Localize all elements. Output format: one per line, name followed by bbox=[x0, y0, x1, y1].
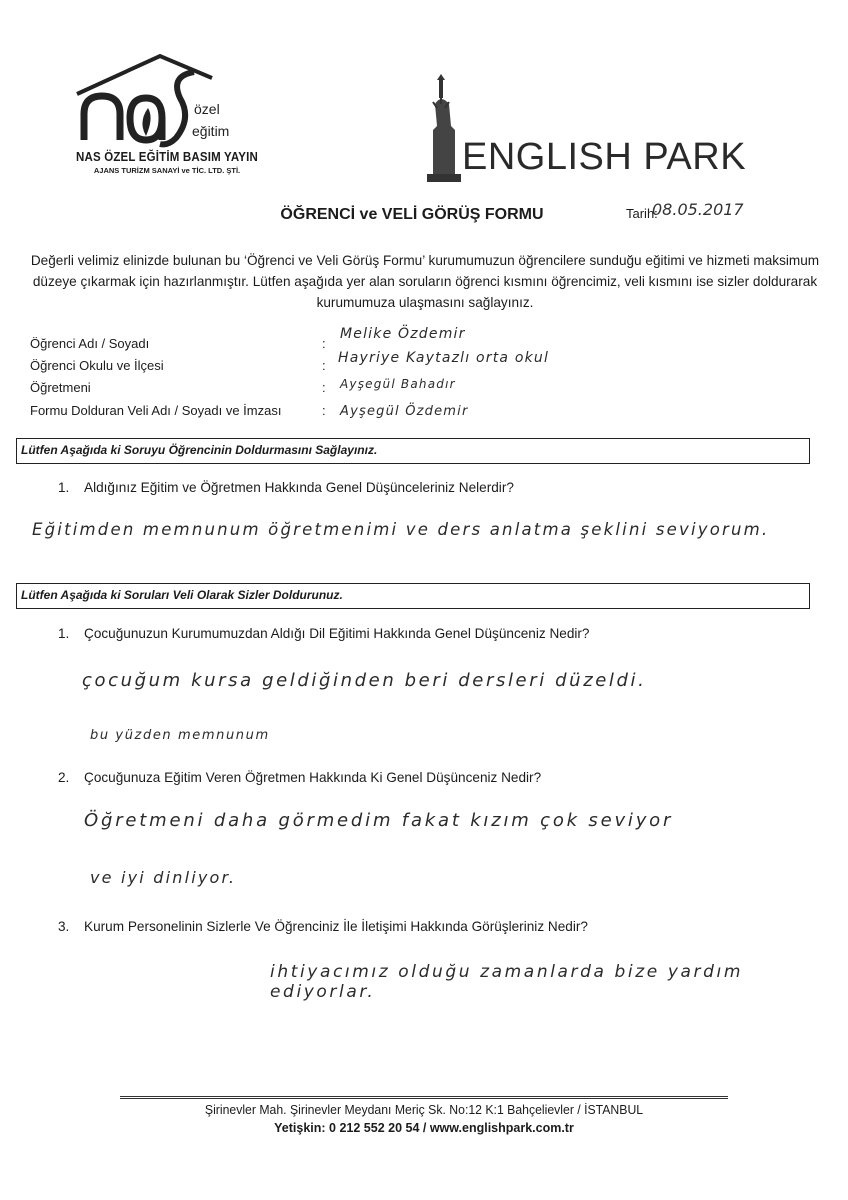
parent-question-3 bbox=[58, 919, 588, 934]
question-number: 2. bbox=[58, 770, 70, 785]
footer-address: Şirinevler Mah. Şirinevler Meydanı Meriç Sk. No:12 K:1 Bahçelievler / İSTANBUL bbox=[204, 1103, 644, 1117]
student-school-label: Öğrenci Okulu ve İlçesi bbox=[30, 358, 164, 373]
teacher-value[interactable]: Ayşegül Bahadır bbox=[340, 377, 456, 391]
parent-name-label: Formu Dolduran Veli Adı / Soyadı ve İmzası bbox=[30, 403, 282, 418]
parent-question-2 bbox=[58, 770, 541, 785]
field-colon: : bbox=[322, 336, 326, 351]
student-name-value[interactable]: Melike Özdemir bbox=[340, 326, 466, 342]
intro-paragraph: Değerli velimiz elinizde bulunan bu ‘Öğrenci ve Veli Görüş Formu’ kurumumuzun öğrencilere sunduğu eğitimi ve hizmeti maksimum düzeye çıkarmak için hazırlanmıştır. Lütfen aşağıda yer alan soruların öğrenci kısmını öğrencimiz, veli kısmını ise sizler doldurarak kurumumuza ulaşmasını sağlayınız. bbox=[30, 253, 820, 310]
question-text: Çocuğunuza Eğitim Veren Öğretmen Hakkında Ki Genel Düşünceniz Nedir? bbox=[84, 770, 542, 785]
question-text: Kurum Personelinin Sizlerle Ve Öğrenciniz İle İletişimi Hakkında Görüşleriniz Nedir? bbox=[84, 919, 588, 934]
logo-ozel-text: özel bbox=[194, 101, 220, 117]
parent-section-heading-box bbox=[16, 583, 810, 609]
teacher-label: Öğretmeni bbox=[30, 380, 91, 395]
question-text: Çocuğunuzun Kurumumuzdan Aldığı Dil Eğitimi Hakkında Genel Düşünceniz Nedir? bbox=[84, 626, 590, 641]
company-name: NAS ÖZEL EĞİTİM BASIM YAYIN bbox=[76, 150, 258, 164]
question-number: 1. bbox=[58, 626, 70, 641]
form-title: ÖĞRENCİ ve VELİ GÖRÜŞ FORMU bbox=[280, 206, 544, 223]
logo-n-shape bbox=[84, 96, 120, 140]
parent-question-1 bbox=[58, 626, 590, 641]
parent-answer-3[interactable]: ihtiyacımız olduğu zamanlarda bize yardım ediyorlar. bbox=[270, 962, 743, 1002]
student-name-label: Öğrenci Adı / Soyadı bbox=[30, 336, 150, 351]
student-section-heading-box bbox=[16, 438, 810, 464]
parent-name-value[interactable]: Ayşegül Özdemir bbox=[340, 404, 469, 419]
question-number: 3. bbox=[58, 919, 70, 934]
parent-answer-2-line-2[interactable]: ve iyi dinliyor. bbox=[90, 868, 237, 887]
question-number: 1. bbox=[58, 480, 70, 495]
question-text: Aldığınız Eğitim ve Öğretmen Hakkında Genel Düşünceleriniz Nelerdir? bbox=[84, 480, 514, 495]
student-answer-1[interactable]: Eğitimden memnunum öğretmenimi ve ders anlatma şeklini seviyorum. bbox=[32, 520, 770, 539]
parent-answer-1-line-2[interactable]: bu yüzden memnunum bbox=[90, 728, 270, 743]
field-colon: : bbox=[322, 403, 326, 418]
logo-egitim-text: eğitim bbox=[192, 123, 230, 139]
parent-section-heading: Lütfen Aşağıda ki Soruları Veli Olarak Sizler Doldurunuz. bbox=[21, 588, 343, 602]
footer-divider bbox=[120, 1096, 728, 1099]
student-school-value[interactable]: Hayriye Kaytazlı orta okul bbox=[338, 350, 550, 366]
student-section-heading: Lütfen Aşağıda ki Soruyu Öğrencinin Doldurmasını Sağlayınız. bbox=[21, 443, 378, 457]
footer-contact: Yetişkin: 0 212 552 20 54 / www.englishpark.com.tr bbox=[274, 1121, 574, 1135]
company-subtitle: AJANS TURİZM SANAYİ ve TİC. LTD. ŞTİ. bbox=[93, 166, 241, 175]
date-value[interactable]: 08.05.2017 bbox=[652, 200, 744, 219]
student-question-1 bbox=[58, 480, 514, 495]
field-colon: : bbox=[322, 380, 326, 395]
field-colon: : bbox=[322, 358, 326, 373]
parent-answer-1-line-1[interactable]: çocuğum kursa geldiğinden beri dersleri düzeldi. bbox=[82, 670, 647, 691]
date-label: Tarih: bbox=[626, 206, 658, 221]
parent-answer-2-line-1[interactable]: Öğretmeni daha görmedim fakat kızım çok seviyor bbox=[84, 810, 674, 831]
brand-name: ENGLISH PARK bbox=[462, 136, 747, 178]
logo-flame-shape bbox=[142, 108, 150, 136]
